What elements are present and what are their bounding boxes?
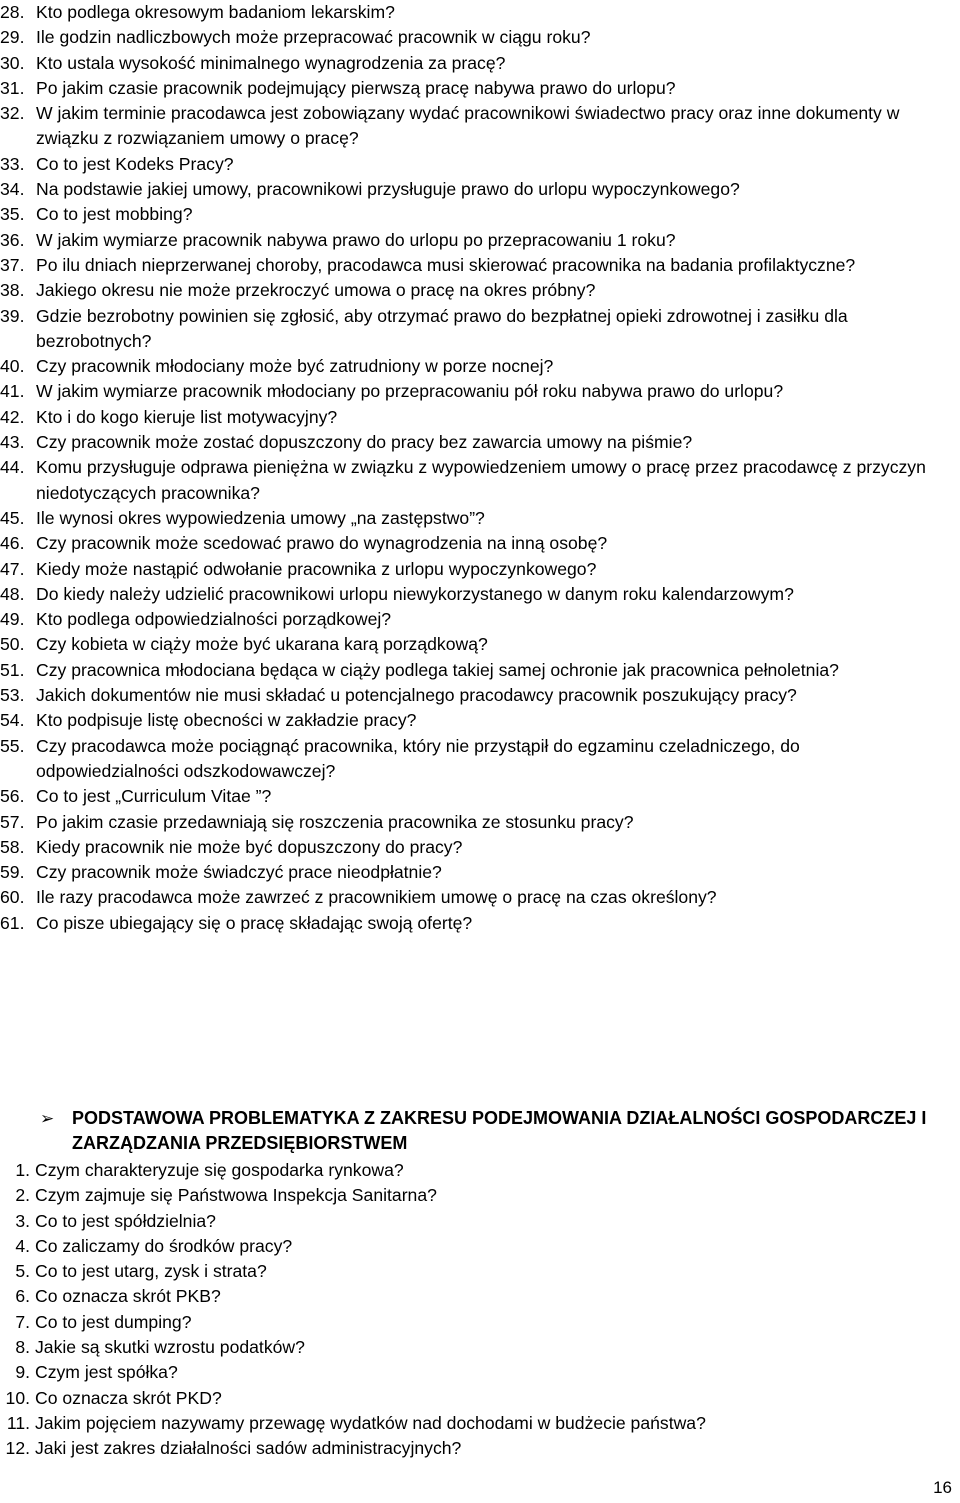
- question-number: 39.: [0, 305, 25, 326]
- question-number: 32.: [0, 103, 25, 124]
- question-number: 31.: [0, 77, 25, 98]
- question-item: [0, 911, 945, 936]
- question-number: 38.: [0, 280, 25, 301]
- question-list-business: [0, 1158, 940, 1462]
- question-number: 53.: [0, 685, 25, 706]
- question-text: Co to jest Kodeks Pracy?: [36, 153, 234, 174]
- question-item: [0, 1436, 940, 1461]
- question-number: 58.: [0, 836, 25, 857]
- question-number: 60.: [0, 887, 25, 908]
- question-text: Czy pracownik może scedować prawo do wynagrodzenia na inną osobę?: [36, 533, 608, 554]
- question-item: [0, 784, 945, 809]
- question-text: Kto podlega odpowiedzialności porządkowej?: [36, 609, 392, 630]
- question-item: [0, 1360, 940, 1385]
- question-text: Czy pracodawca może pociągnąć pracownika, który nie przystąpił do egzaminu czeladniczego, do odpowiedzialności odszkodowawczej?: [36, 735, 800, 781]
- question-number: 11.: [6, 1412, 30, 1433]
- question-text: Jakie są skutki wzrostu podatków?: [35, 1337, 305, 1358]
- question-item: [0, 278, 945, 303]
- question-text: Czym charakteryzuje się gospodarka rynkowa?: [35, 1160, 404, 1180]
- question-number: 36.: [0, 229, 25, 250]
- question-item: [0, 152, 945, 177]
- question-number: 8.: [15, 1337, 30, 1358]
- question-number: 3.: [15, 1210, 30, 1231]
- question-text: Co to jest mobbing?: [36, 204, 193, 225]
- question-text: Czy pracownik młodociany może być zatrudniony w porze nocnej?: [36, 356, 554, 377]
- question-item: [0, 1335, 940, 1360]
- question-item: [0, 607, 945, 632]
- question-text: Czy kobieta w ciąży może być ukarana karą porządkową?: [36, 634, 488, 655]
- question-text: Komu przysługuje odprawa pieniężna w związku z wypowiedzeniem umowy o pracę przez pracodawcę z przyczyn niedotyczących pracownika?: [36, 457, 926, 503]
- question-text: Czy pracownik może zostać dopuszczony do pracy bez zawarcia umowy na piśmie?: [36, 432, 693, 453]
- question-text: Na podstawie jakiej umowy, pracownikowi przysługuje prawo do urlopu wypoczynkowego?: [36, 179, 740, 200]
- question-number: 34.: [0, 179, 25, 200]
- question-item: [0, 430, 945, 455]
- question-text: Czy pracownik może świadczyć prace nieodpłatnie?: [36, 862, 442, 883]
- question-text: Co oznacza skrót PKB?: [35, 1286, 221, 1307]
- question-number: 4.: [15, 1235, 30, 1256]
- question-item: [0, 379, 945, 404]
- question-number: 43.: [0, 432, 25, 453]
- question-item: [0, 1411, 940, 1436]
- question-number: 2.: [15, 1185, 30, 1206]
- question-number: 28.: [0, 2, 25, 22]
- question-item: [0, 582, 945, 607]
- question-item: [0, 177, 945, 202]
- question-item: [0, 860, 945, 885]
- question-item: [0, 51, 945, 76]
- question-item: [0, 683, 945, 708]
- question-item: [0, 557, 945, 582]
- question-text: Co to jest spółdzielnia?: [35, 1210, 216, 1231]
- question-text: Po jakim czasie przedawniają się roszczenia pracownika ze stosunku pracy?: [36, 811, 634, 832]
- page-number: 16: [933, 1478, 952, 1497]
- question-text: W jakim wymiarze pracownik młodociany po przepracowaniu pół roku nabywa prawo do urlopu?: [36, 381, 784, 402]
- question-text: Kiedy może nastąpić odwołanie pracownika z urlopu wypoczynkowego?: [36, 558, 597, 579]
- question-text: Gdzie bezrobotny powinien się zgłosić, aby otrzymać prawo do bezpłatnej opieki zdrowotnej i zasiłku dla bezrobotnych?: [36, 305, 848, 351]
- question-text: Kiedy pracownik nie może być dopuszczony do pracy?: [36, 836, 463, 857]
- question-text: Co to jest utarg, zysk i strata?: [35, 1261, 267, 1282]
- section-heading-text: PODSTAWOWA PROBLEMATYKA Z ZAKRESU PODEJMOWANIA DZIAŁALNOŚCI GOSPODARCZEJ I ZARZĄDZANIA PRZEDSIĘBIORSTWEM: [72, 1108, 927, 1153]
- question-text: Czym jest spółka?: [35, 1362, 178, 1383]
- question-item: [0, 405, 945, 430]
- question-number: 57.: [0, 811, 25, 832]
- question-number: 61.: [0, 912, 25, 933]
- question-text: W jakim wymiarze pracownik nabywa prawo do urlopu po przepracowaniu 1 roku?: [36, 229, 676, 250]
- question-item: [0, 506, 945, 531]
- question-text: Co pisze ubiegający się o pracę składając swoją ofertę?: [36, 912, 473, 933]
- question-number: 12.: [5, 1438, 30, 1459]
- question-text: Co zaliczamy do środków pracy?: [35, 1235, 293, 1256]
- question-item: [0, 1284, 940, 1309]
- question-number: 40.: [0, 356, 25, 377]
- question-text: Ile razy pracodawca może zawrzeć z pracownikiem umowę o pracę na czas określony?: [36, 887, 717, 908]
- question-number: 51.: [0, 659, 25, 680]
- question-number: 7.: [15, 1311, 30, 1332]
- question-number: 37.: [0, 254, 25, 275]
- question-item: [0, 708, 945, 733]
- section-heading: [40, 1106, 940, 1156]
- question-text: Do kiedy należy udzielić pracownikowi urlopu niewykorzystanego w danym roku kalendarzowym?: [36, 583, 794, 604]
- question-number: 44.: [0, 457, 25, 478]
- question-text: W jakim terminie pracodawca jest zobowiązany wydać pracownikowi świadectwo pracy oraz inne dokumenty w związku z rozwiązaniem umowy o pracę?: [36, 103, 900, 149]
- question-number: 55.: [0, 735, 25, 756]
- question-text: Ile wynosi okres wypowiedzenia umowy „na zastępstwo”?: [36, 507, 485, 528]
- question-number: 41.: [0, 381, 25, 402]
- question-item: [0, 835, 945, 860]
- question-item: [0, 734, 945, 785]
- question-text: Co oznacza skrót PKD?: [35, 1387, 222, 1408]
- question-item: [0, 253, 945, 278]
- question-item: [0, 810, 945, 835]
- question-number: 6.: [15, 1286, 30, 1307]
- question-item: [0, 354, 945, 379]
- question-text: Czym zajmuje się Państwowa Inspekcja Sanitarna?: [35, 1185, 437, 1206]
- question-text: Jakiego okresu nie może przekroczyć umowa o pracę na okres próbny?: [36, 280, 596, 301]
- question-item: [0, 304, 945, 355]
- question-text: Kto podpisuje listę obecności w zakładzie pracy?: [36, 710, 417, 731]
- question-text: Kto i do kogo kieruje list motywacyjny?: [36, 406, 338, 427]
- question-number: 42.: [0, 406, 25, 427]
- question-item: [0, 25, 945, 50]
- question-number: 50.: [0, 634, 25, 655]
- question-number: 5.: [15, 1261, 30, 1282]
- question-number: 30.: [0, 52, 25, 73]
- question-text: Jakich dokumentów nie musi składać u potencjalnego pracodawcy pracownik poszukujący pracy?: [36, 685, 797, 706]
- question-number: 46.: [0, 533, 25, 554]
- question-item: [0, 1259, 940, 1284]
- question-number: 48.: [0, 583, 25, 604]
- arrow-bullet-icon: ➢: [40, 1109, 55, 1128]
- question-item: [0, 1310, 940, 1335]
- question-item: [0, 228, 945, 253]
- question-item: [0, 1209, 940, 1234]
- question-item: [0, 202, 945, 227]
- question-number: 29.: [0, 27, 25, 48]
- question-item: [0, 1158, 940, 1183]
- question-number: 9.: [15, 1362, 30, 1383]
- question-number: 54.: [0, 710, 25, 731]
- question-item: [0, 455, 945, 506]
- question-number: 1.: [15, 1160, 30, 1180]
- question-item: [0, 1386, 940, 1411]
- question-text: Jakim pojęciem nazywamy przewagę wydatków nad dochodami w budżecie państwa?: [35, 1412, 706, 1433]
- question-text: Kto podlega okresowym badaniom lekarskim?: [36, 2, 395, 22]
- question-text: Kto ustala wysokość minimalnego wynagrodzenia za pracę?: [36, 52, 506, 73]
- question-item: [0, 76, 945, 101]
- question-number: 10.: [5, 1387, 30, 1408]
- question-text: Czy pracownica młodociana będąca w ciąży podlega takiej samej ochronie jak pracownica pełnoletnia?: [36, 659, 839, 680]
- question-text: Po ilu dniach nieprzerwanej choroby, pracodawca musi skierować pracownika na badania profilaktyczne?: [36, 254, 856, 275]
- question-text: Ile godzin nadliczbowych może przepracować pracownik w ciągu roku?: [36, 27, 591, 48]
- question-item: [0, 1183, 940, 1208]
- question-number: 33.: [0, 153, 25, 174]
- question-text: Jaki jest zakres działalności sadów administracyjnych?: [35, 1438, 462, 1459]
- question-item: [0, 632, 945, 657]
- question-number: 56.: [0, 786, 25, 807]
- question-text: Co to jest „Curriculum Vitae ”?: [36, 786, 272, 807]
- question-item: [0, 658, 945, 683]
- question-item: [0, 0, 945, 25]
- question-text: Co to jest dumping?: [35, 1311, 192, 1332]
- question-number: 59.: [0, 862, 25, 883]
- question-text: Po jakim czasie pracownik podejmujący pierwszą pracę nabywa prawo do urlopu?: [36, 77, 676, 98]
- question-number: 47.: [0, 558, 25, 579]
- question-item: [0, 101, 945, 152]
- question-number: 49.: [0, 609, 25, 630]
- question-item: [0, 885, 945, 910]
- question-number: 35.: [0, 204, 25, 225]
- question-item: [0, 531, 945, 556]
- question-item: [0, 1234, 940, 1259]
- question-number: 45.: [0, 507, 25, 528]
